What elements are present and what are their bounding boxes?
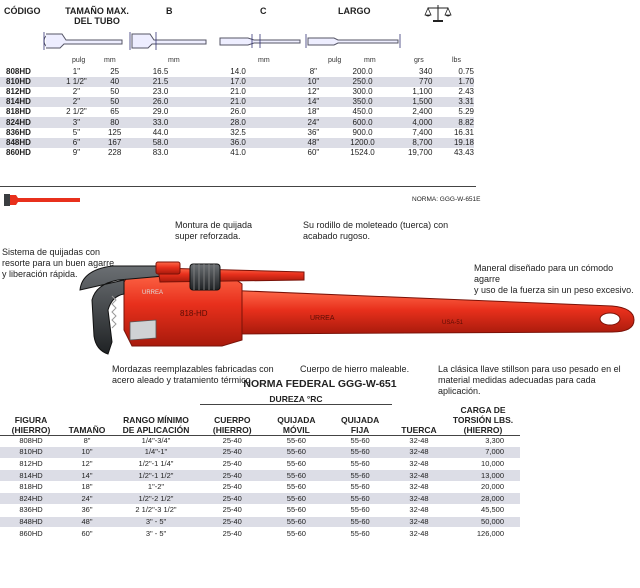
unit-mm-4: mm: [364, 57, 376, 64]
spec-cell: 350.0: [341, 97, 385, 107]
spec-cell: 8": [309, 67, 318, 77]
spec-row: [0, 77, 474, 87]
spec-cell: 450.0: [352, 107, 373, 117]
unit-lbs: lbs: [452, 57, 461, 64]
norma-row: [0, 458, 520, 470]
norma-cell: 814HD: [0, 470, 62, 482]
spec-cell: 24": [286, 117, 341, 127]
norma-cell: 48": [62, 516, 112, 528]
norma-row: [0, 447, 520, 459]
spec-cell: 26.0: [131, 97, 190, 107]
norma-cell: 55-60: [328, 435, 392, 447]
norma-cell: 3" - 5": [112, 528, 200, 540]
norma-cell: 55-60: [265, 470, 329, 482]
spec-row: [0, 87, 474, 97]
norma-cell: 55-60: [265, 505, 329, 517]
annotation-montura: Montura de quijada super reforzada.: [175, 220, 253, 241]
spec-table: [0, 67, 474, 158]
spec-cell: 17.0: [190, 77, 286, 87]
spec-code-cell: 818HD: [6, 107, 31, 117]
spec-cell: 250.0: [341, 77, 385, 87]
spec-row: [0, 148, 474, 158]
norma-col-header: RANGO MÍNIMO DE APLICACIÓN: [112, 405, 200, 436]
norma-table: [0, 394, 520, 540]
norma-cell: 25-40: [200, 516, 265, 528]
spec-cell: 50: [98, 97, 131, 107]
norma-col-header: CUERPO (HIERRO): [200, 405, 265, 436]
norma-cell: 55-60: [328, 458, 392, 470]
norma-cell: 7,000: [446, 447, 520, 459]
norma-cell: 55-60: [265, 435, 329, 447]
spec-cell: 3": [55, 117, 99, 127]
norma-cell: 10": [62, 447, 112, 459]
spec-cell: 3.31: [432, 97, 474, 107]
spec-code-cell: 824HD: [0, 117, 55, 127]
wrench-diagram-c-icon: [218, 32, 302, 50]
spec-code-cell: 808HD: [6, 67, 31, 77]
spec-cell: 5": [72, 127, 81, 137]
spec-cell: 40: [98, 77, 131, 87]
norma-cell: 18": [62, 481, 112, 493]
norma-cell: 32-48: [392, 447, 446, 459]
norma-cell: 55-60: [328, 528, 392, 540]
spec-cell: 21.0: [190, 97, 286, 107]
norma-cell: 32-48: [392, 458, 446, 470]
unit-pulg-1: pulg: [72, 57, 86, 64]
spec-code-cell: 810HD: [0, 77, 55, 87]
norma-cell: 25-40: [200, 447, 265, 459]
norma-cell: 848HD: [0, 516, 62, 528]
norma-cell: 24": [62, 493, 112, 505]
annotation-rodillo: Su rodillo de moleteado (tuerca) con acabado rugoso.: [303, 220, 449, 241]
spec-cell: 14.0: [230, 67, 246, 77]
spec-cell: 16.31: [453, 127, 474, 137]
spec-cell: 58.0: [131, 138, 190, 148]
spec-cell: 4,000: [384, 117, 432, 127]
norma-cell: 1"-2": [112, 481, 200, 493]
spec-cell: 125: [107, 127, 122, 137]
norma-cell: 12": [62, 458, 112, 470]
spec-row: [0, 97, 474, 107]
wrench-model-text: 818-HD: [180, 309, 208, 318]
spec-cell: 29.0: [152, 107, 169, 117]
spec-cell: 14": [286, 97, 341, 107]
spec-cell: 21.5: [131, 77, 190, 87]
annotation-clasica: La clásica llave stillson para uso pesado en el material medidas adecuadas para cada aplicación.: [438, 364, 621, 396]
spec-cell: 23.0: [152, 87, 169, 97]
spec-cell: 2,400: [412, 107, 433, 117]
norma-row: [0, 470, 520, 482]
norma-cell: 812HD: [0, 458, 62, 470]
header-b: B: [166, 6, 173, 16]
spec-cell: 1,500: [384, 97, 432, 107]
norma-cell: 818HD: [0, 481, 62, 493]
scale-icon: [424, 4, 452, 24]
unit-mm-3: mm: [258, 57, 270, 64]
spec-cell: 80: [98, 117, 131, 127]
norma-cell: 25-40: [200, 493, 265, 505]
spec-cell: 33.0: [131, 117, 190, 127]
norma-cell: 1/2"-1 1/2": [112, 470, 200, 482]
norma-cell: 10,000: [446, 458, 520, 470]
norma-cell: 36": [62, 505, 112, 517]
norma-cell: 25-40: [200, 481, 265, 493]
spec-cell: 19.18: [432, 138, 474, 148]
unit-grs: grs: [414, 57, 424, 64]
norma-col-header: QUIJADA FIJA: [328, 405, 392, 436]
spec-cell: 50: [110, 87, 120, 97]
norma-row: [0, 493, 520, 505]
spec-table-rule: [0, 186, 476, 187]
spec-cell: 200.0: [352, 67, 373, 77]
norma-cell: 836HD: [0, 505, 62, 517]
spec-cell: 44.0: [152, 127, 169, 137]
spec-cell: 65: [110, 107, 120, 117]
norma-cell: 55-60: [265, 493, 329, 505]
annotation-mordazas: Mordazas reemplazables fabricadas con acero aleado y tratamiento térmico.: [112, 364, 274, 385]
norma-cell: 55-60: [265, 528, 329, 540]
spec-cell: 340: [419, 67, 433, 77]
norma-cell: 32-48: [392, 505, 446, 517]
norma-cell: 3,300: [446, 435, 520, 447]
spec-cell: 228: [107, 147, 122, 157]
header-tamano: TAMAÑO MAX. DEL TUBO: [65, 6, 129, 26]
spec-cell: 8,700: [384, 138, 432, 148]
spec-cell: 9": [72, 147, 81, 157]
norma-cell: 860HD: [0, 528, 62, 540]
norma-cell: 25-40: [200, 435, 265, 447]
wrench-diagram-largo-icon: [304, 32, 402, 50]
spec-cell: 41.0: [230, 147, 246, 157]
norma-col-header: TUERCA: [392, 405, 446, 436]
spec-cell: 600.0: [341, 117, 385, 127]
norma-cell: 55-60: [265, 516, 329, 528]
pipe-wrench-image: [72, 250, 638, 360]
norma-cell: 55-60: [265, 458, 329, 470]
spec-cell: 770: [384, 77, 432, 87]
spec-cell: 10": [286, 77, 341, 87]
norma-cell: 32-48: [392, 516, 446, 528]
norma-cell: 32-48: [392, 481, 446, 493]
norma-cell: 50,000: [446, 516, 520, 528]
norma-col-header: CARGA DE TORSIÓN LBS. (HIERRO): [446, 405, 520, 436]
spec-row: [0, 138, 474, 148]
spec-cell: 2": [72, 87, 81, 97]
norma-cell: 1/4"-3/4": [112, 435, 200, 447]
norma-cell: 1/2"-2 1/2": [112, 493, 200, 505]
norma-cell: 1/4"-1": [112, 447, 200, 459]
spec-cell: 26.0: [230, 107, 246, 117]
norma-row: [0, 516, 520, 528]
norma-row: [0, 435, 520, 447]
norma-cell: 55-60: [265, 481, 329, 493]
norma-cell: 32-48: [392, 528, 446, 540]
header-codigo: CÓDIGO: [4, 6, 41, 16]
spec-cell: 7,400: [412, 127, 433, 137]
norma-cell: 28,000: [446, 493, 520, 505]
spec-code-cell: 812HD: [6, 87, 31, 97]
norma-cell: 32-48: [392, 493, 446, 505]
wrench-diagram-tamano-icon: [42, 30, 124, 52]
norma-cell: 55-60: [265, 447, 329, 459]
spec-cell: 28.0: [190, 117, 286, 127]
annotation-cuerpo: Cuerpo de hierro maleable.: [300, 364, 410, 374]
norma-cell: 55-60: [328, 505, 392, 517]
spec-cell: 60": [307, 147, 320, 157]
norma-cell: 25-40: [200, 458, 265, 470]
wrench-brand-text: URREA: [310, 315, 335, 322]
wrench-small-text: USA-51: [442, 320, 464, 326]
norma-cell: 25-40: [200, 528, 265, 540]
spec-cell: 1524.0: [350, 147, 375, 157]
spec-code-cell: 836HD: [6, 127, 31, 137]
spec-cell: 43.43: [453, 147, 474, 157]
spec-cell: 900.0: [352, 127, 373, 137]
norma-cell: 60": [62, 528, 112, 540]
spec-cell: 300.0: [352, 87, 373, 97]
norma-cell: 13,000: [446, 470, 520, 482]
spec-cell: 6": [55, 138, 99, 148]
norma-cell: 808HD: [0, 435, 62, 447]
spec-cell: 32.5: [230, 127, 246, 137]
unit-pulg-2: pulg: [328, 57, 342, 64]
wrench-brand-side-text: URREA: [142, 290, 164, 296]
spec-cell: 19,700: [407, 147, 433, 157]
header-largo: LARGO: [338, 6, 371, 16]
norma-cell: 55-60: [328, 447, 392, 459]
norma-cell: 126,000: [446, 528, 520, 540]
spec-cell: 12": [307, 87, 320, 97]
norma-cell: 1/2"-1 1/4": [112, 458, 200, 470]
norma-col-header: FIGURA (HIERRO): [0, 405, 62, 436]
spec-cell: 1": [72, 67, 81, 77]
norma-row: [0, 528, 520, 540]
spec-cell: 0.75: [458, 67, 474, 77]
spec-cell: 1.70: [432, 77, 474, 87]
spec-cell: 21.0: [230, 87, 246, 97]
norma-cell: 32-48: [392, 470, 446, 482]
annotation-maneral: Maneral diseñado para un cómodo agarre y uso de la fuerza sin un peso excesivo.: [474, 263, 634, 295]
spec-row: [0, 67, 474, 77]
spec-row: [0, 128, 474, 138]
spec-code-cell: 860HD: [6, 147, 31, 157]
norma-cell: 824HD: [0, 493, 62, 505]
wrench-diagram-b-icon: [128, 30, 208, 52]
spec-row: [0, 107, 474, 117]
norma-title: NORMA FEDERAL GGG-W-651: [243, 378, 397, 390]
norma-cell: 8": [62, 435, 112, 447]
norma-cell: 3" - 5": [112, 516, 200, 528]
norma-col-header: TAMAÑO: [62, 405, 112, 436]
annotation-sistema: Sistema de quijadas con resorte para un buen agarre y liberación rápida.: [2, 247, 115, 279]
norma-col-header: QUIJADA MÓVIL: [265, 405, 329, 436]
spec-cell: 167: [98, 138, 131, 148]
spec-cell: 36.0: [190, 138, 286, 148]
spec-cell: 2": [55, 97, 99, 107]
norma-cell: 810HD: [0, 447, 62, 459]
spec-cell: 18": [307, 107, 320, 117]
norma-note: NORMA: GGG-W-651E: [412, 196, 481, 203]
unit-mm-2: mm: [168, 57, 180, 64]
spec-cell: 1,100: [412, 87, 433, 97]
spec-cell: 2.43: [458, 87, 474, 97]
norma-cell: 25-40: [200, 470, 265, 482]
spec-cell: 25: [110, 67, 120, 77]
spec-code-cell: 848HD: [0, 138, 55, 148]
norma-cell: 55-60: [328, 493, 392, 505]
spec-cell: 8.82: [432, 117, 474, 127]
norma-cell: 2 1/2"-3 1/2": [112, 505, 200, 517]
spec-cell: 5.29: [458, 107, 474, 117]
norma-cell: 20,000: [446, 481, 520, 493]
spec-cell: 2 1/2": [66, 107, 87, 117]
norma-cell: 55-60: [328, 481, 392, 493]
norma-row: [0, 505, 520, 517]
spec-row: [0, 117, 474, 127]
spec-cell: 36": [307, 127, 320, 137]
norma-cell: 55-60: [328, 516, 392, 528]
spec-cell: 1 1/2": [55, 77, 99, 87]
norma-cell: 32-48: [392, 435, 446, 447]
header-c: C: [260, 6, 267, 16]
small-wrench-icon: [2, 193, 82, 207]
dureza-header: DUREZA °RC: [200, 394, 392, 405]
spec-cell: 48": [286, 138, 341, 148]
spec-code-cell: 814HD: [0, 97, 55, 107]
norma-cell: 55-60: [328, 470, 392, 482]
spec-cell: 16.5: [152, 67, 169, 77]
spec-cell: 83.0: [152, 147, 169, 157]
norma-cell: 14": [62, 470, 112, 482]
norma-cell: 25-40: [200, 505, 265, 517]
unit-mm-1: mm: [104, 57, 116, 64]
norma-cell: 45,500: [446, 505, 520, 517]
spec-cell: 1200.0: [341, 138, 385, 148]
norma-row: [0, 481, 520, 493]
